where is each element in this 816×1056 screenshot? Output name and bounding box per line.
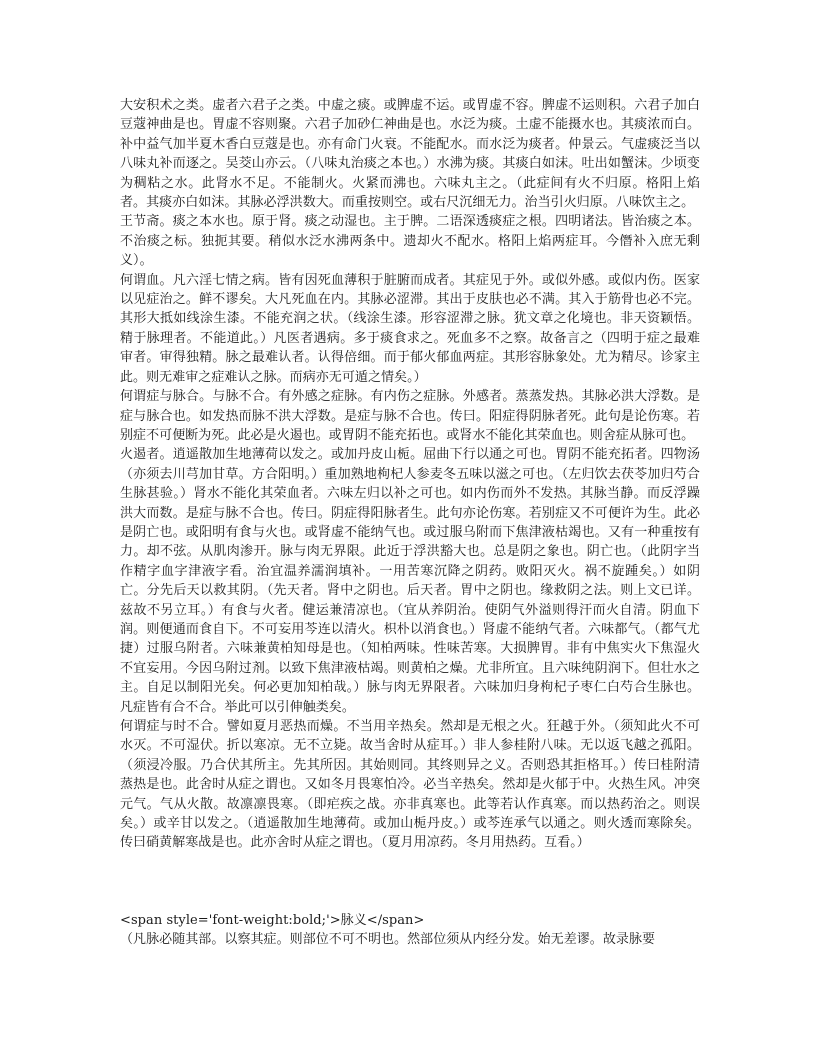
paragraph-pulse-meaning: （凡脉必随其部。以察其症。则部位不可不明也。然部位须从内经分发。始无差谬。故录脉要 bbox=[120, 932, 656, 948]
section-heading-raw-markup: <span style='font-weight:bold;'>脉义</span> bbox=[120, 912, 425, 928]
paragraph-wang-jiezhai: 王节斋。痰之本水也。原于肾。痰之动湿也。主于脾。二语深透痰症之根。四明诸法。皆治痰之本。不治痰之标。独扼其要。稍似水泛水沸两条中。遗却火不配水。格阳上焰两症耳。今僭补入庶无剩义）。 bbox=[120, 214, 700, 269]
paragraph-blood: 何谓血。凡六淫七情之病。皆有因死血薄积于脏腑而成者。其症见于外。或似外感。或似内伤。医家以见症治之。鲜不谬矣。大凡死血在内。其脉必涩滞。其出于皮肤也必不满。其入于筋骨也必不完。其形大抵如线涂生漆。不能充润之状。（线涂生漆。形容涩滞之脉。犹文章之化境也。非天资颖悟。精于脉理者。不能道此。）凡医者遇病。多于痰食求之。死血多不之察。故备言之（四明于症之最难审者。审得独精。脉之最难认者。认得倍细。而于郁火郁血两症。其形容脉象处。尤为精尽。诊家主此。则无难审之症难认之脉。而病亦无可遁之情矣。） bbox=[120, 272, 700, 385]
section-gap bbox=[120, 853, 700, 911]
paragraph-symptom-pulse: 何谓症与脉合。与脉不合。有外感之症脉。有内伤之症脉。外感者。蒸蒸发热。其脉必洪大浮数。是症与脉合也。如发热而脉不洪大浮数。是症与脉不合也。传曰。阳症得阴脉者死。此句是论伤寒。若别症不可便断为死。此必是火遏也。或胃阴不能充拓也。或肾水不能化其荣血也。则舍症从脉可也。 bbox=[120, 389, 700, 443]
paragraph-fire-obstruction: 火遏者。逍遥散加生地薄荷以发之。或加丹皮山栀。屈曲下行以通之可也。胃阴不能充拓者。四物汤（亦须去川芎加甘草。方合阳明。）重加熟地枸杞人参麦冬五味以滋之可也。（左归饮去茯苓加归芍合生脉甚验。）肾水不能化其荣血者。六味左归以补之可也。如内伤而外不发热。其脉当静。而反浮躁洪大而数。是症与脉不合也。传曰。阴症得阳脉者生。此句亦论伤寒。若别症又不可便许为生。此必是阴亡也。或阳明有食与火也。或肾虚不能纳气也。或过服乌附而下焦津液枯竭也。又有一种重按有力。却不弦。从肌肉渗开。脉与肉无界限。此近于浮洪豁大也。总是阴之象也。阴亡也。（此阴字当作精字血字津液字看。治宜温养濡润填补。一用苦寒沉降之阴药。败阳灭火。祸不旋踵矣。）如阴亡。分先后天以救其阴。（先天者。肾中之阴也。后天者。胃中之阴也。缘救阴之法。则上文已详。兹故不另立耳。）有食与火者。健运兼清凉也。（宜从养阴治。使阴气外溢则得汗而火自清。阴血下润。则便通而食自下。不可妄用芩连以清火。枳朴以消食也。）肾虚不能纳气者。六味都气。（都气尤捷）过服乌附者。六味兼黄柏知母是也。（知柏两味。性味苦寒。大损脾胃。非有中焦实火下焦湿火不宜妄用。今因乌附过剂。以致下焦津液枯竭。则黄柏之燥。尤非所宜。且六味纯阴润下。但壮水之主。自足以制阳光矣。何必更加知柏哉。）脉与肉无界限者。六味加归身枸杞子枣仁白芍合生脉也。凡症皆有合不合。举此可以引伸触类矣。 bbox=[120, 447, 700, 715]
document-page bbox=[120, 96, 700, 950]
paragraph-phlegm: 大安积术之类。虚者六君子之类。中虚之痰。或脾虚不运。或胃虚不容。脾虚不运则积。六君子加白豆蔻神曲是也。胃虚不容则聚。六君子加砂仁神曲是也。水泛为痰。土虚不能摄水也。其痰浓而白。补中益气加半夏木香白豆蔻是也。亦有命门火衰。不能配水。而水泛为痰者。仲景云。气虚痰泛当以八味丸补而逐之。吴茭山亦云。（八味丸治痰之本也。）水沸为痰。其痰白如沫。吐出如蟹沫。少顷变为稠粘之水。此肾水不足。不能制火。火紧而沸也。六味丸主之。（此症间有火不归原。格阳上焰者。其痰亦白如沫。其脉必浮洪数大。而重按则空。或右尺沉细无力。治当引火归原。八味饮主之。 bbox=[120, 98, 700, 211]
paragraph-symptom-season: 何谓症与时不合。譬如夏月恶热而燥。不当用辛热矣。然却是无根之火。狂越于外。（须知此火不可水灭。不可湿伏。折以寒凉。无不立毙。故当舍时从症耳。）非人参桂附八味。无以返飞越之孤阳。（须浸冷服。乃合伏其所主。先其所因。其始则同。其终则异之义。否则恐其拒格耳。）传曰桂附清蒸热是也。此舍时从症之谓也。又如冬月畏寒怕冷。必当辛热矣。然却是火郁于中。火热生风。冲突元气。气从火散。故凛凛畏寒。（即疟疾之战。亦非真寒也。此等若认作真寒。而以热药治之。则误矣。）或辛甘以发之。（逍遥散加生地薄荷。或加山栀丹皮。）或芩连承气以通之。则火透而寒除矣。传曰硝黄解寒战是也。此亦舍时从症之谓也。（夏月用凉药。冬月用热药。互看。） bbox=[120, 719, 700, 851]
